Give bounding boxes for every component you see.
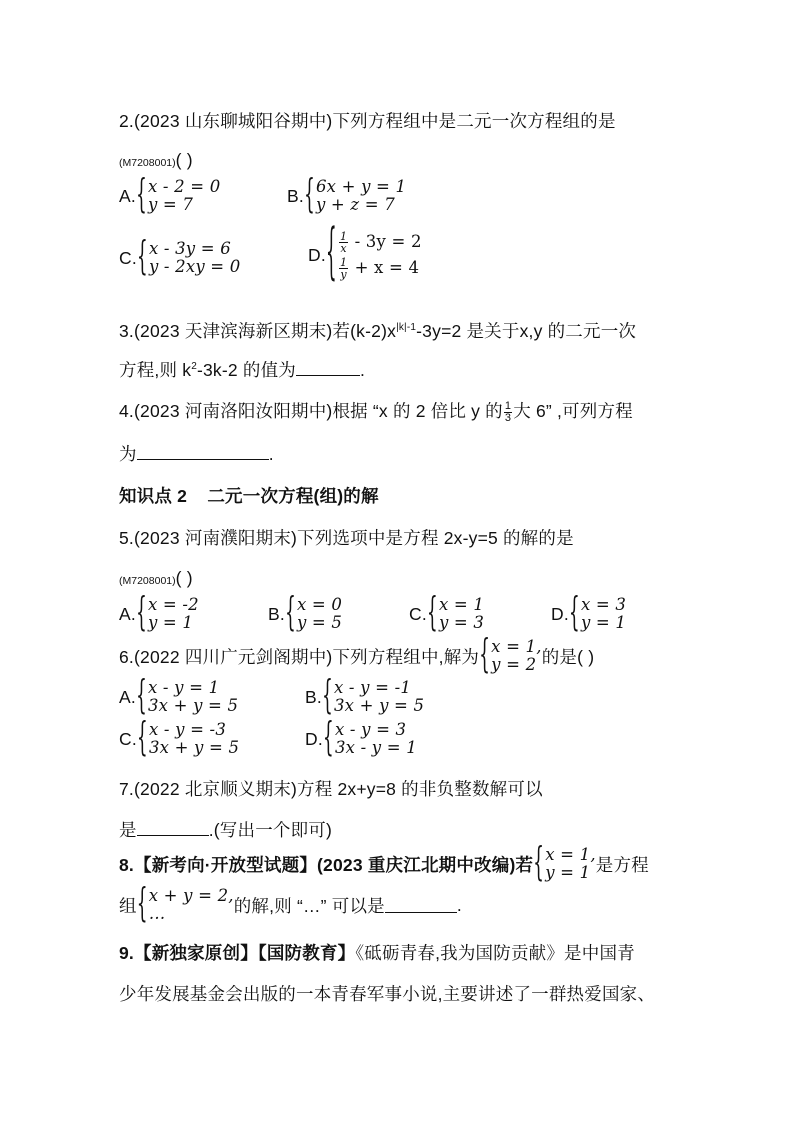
q2-option-c: C. { x - 3y = 6 y - 2xy = 0: [119, 233, 241, 280]
q5-option-a: A. { x = -2 y = 1: [119, 589, 199, 636]
brace-icon: {: [303, 171, 315, 218]
brace-icon: {: [284, 589, 296, 636]
q2-code-line: [119, 150, 193, 171]
q7-line2: 是 .(写出一个即可): [119, 820, 333, 840]
q5-option-c: C. { x = 1 y = 3: [409, 589, 485, 636]
q8-line1: 8.【新考向·开放型试题】(2023 重庆江北期中改编)若 { x = 1, y = 1 是方程: [119, 839, 649, 886]
q5-code-line: [119, 568, 193, 589]
q5-option-b: B. { x = 0 y = 5: [268, 589, 343, 636]
q6-stem: 6.(2022 四川广元剑阁期中)下列方程组中,解为 { x = 1, y = 2 的是( ): [119, 631, 595, 678]
q6-option-b: B. { x - y = -1 3x + y = 5: [305, 672, 425, 719]
answer-paren: ( ): [175, 568, 193, 588]
option-label: D.: [308, 244, 326, 265]
brace-icon: {: [325, 217, 337, 290]
q6-option-a: A. { x - y = 1 3x + y = 5: [119, 672, 239, 719]
section-heading: 知识点 2 二元一次方程(组)的解: [119, 486, 379, 506]
q2-option-b: B. { 6x + y = 1 y + z = 7: [287, 171, 407, 218]
answer-blank[interactable]: [137, 820, 209, 836]
option-label: C.: [119, 247, 137, 268]
q7-line1: 7.(2022 北京顺义期末)方程 2x+y=8 的非负整数解可以: [119, 779, 543, 799]
q4-line1: 4.(2023 河南洛阳汝阳期中)根据 “x 的 2 倍比 y 的 $\frac{1}{3}$ 大 6” ,可列方程: [119, 399, 633, 424]
brace-icon: {: [322, 714, 334, 761]
q2-stem: 2.(2023 山东聊城阳谷期中)下列方程组中是二元一次方程组的是: [119, 111, 616, 131]
q4-line2: 为 .: [119, 444, 274, 464]
item-code: (M7208001): [119, 157, 176, 169]
q6-option-c: C. { x - y = -3 3x + y = 5: [119, 714, 240, 761]
answer-blank[interactable]: [296, 360, 360, 376]
brace-icon: {: [533, 839, 545, 886]
brace-icon: {: [136, 233, 148, 280]
q3-line1: 3.(2023 天津滨海新区期末)若$(k-2)x^{|k|-1}-3y=2$ 是关于x,y 的二元一次: [119, 321, 637, 341]
q8-line2: 组 { x + y = 2, … 的解,则 “…” 可以是 .: [119, 880, 462, 927]
q6-option-d: D. { x - y = 3 3x - y = 1: [305, 714, 417, 761]
brace-icon: {: [135, 171, 147, 218]
brace-icon: {: [568, 589, 580, 636]
q2-option-a: A. { x - 2 = 0 y = 7: [119, 171, 221, 218]
answer-blank[interactable]: [385, 897, 457, 913]
answer-blank[interactable]: [137, 444, 269, 460]
brace-icon: {: [321, 672, 333, 719]
answer-paren: ( ): [175, 150, 193, 170]
brace-icon: {: [135, 672, 147, 719]
item-code: (M7208001): [119, 575, 176, 587]
brace-icon: {: [136, 714, 148, 761]
brace-icon: {: [479, 631, 491, 678]
q9-line2: 少年发展基金会出版的一本青春军事小说,主要讲述了一群热爱国家、: [119, 984, 656, 1004]
brace-icon: {: [426, 589, 438, 636]
brace-icon: {: [136, 880, 148, 927]
brace-icon: {: [135, 589, 147, 636]
q3-line2: 方程,则 $k^2-3k-2$ 的值为 .: [119, 360, 366, 380]
option-label: B.: [287, 185, 304, 206]
q5-option-d: D. { x = 3 y = 1: [551, 589, 627, 636]
q5-stem: 5.(2023 河南濮阳期末)下列选项中是方程 2x-y=5 的解的是: [119, 528, 574, 548]
q9-line1: 9.【新独家原创】【国防教育】《砥砺青春,我为国防贡献》是中国青: [119, 943, 635, 963]
q2-option-d: D. { $\frac{1}{x}$ - 3y = 2 $\frac{1}{y}$ + x = 4: [308, 217, 422, 290]
option-label: A.: [119, 185, 136, 206]
